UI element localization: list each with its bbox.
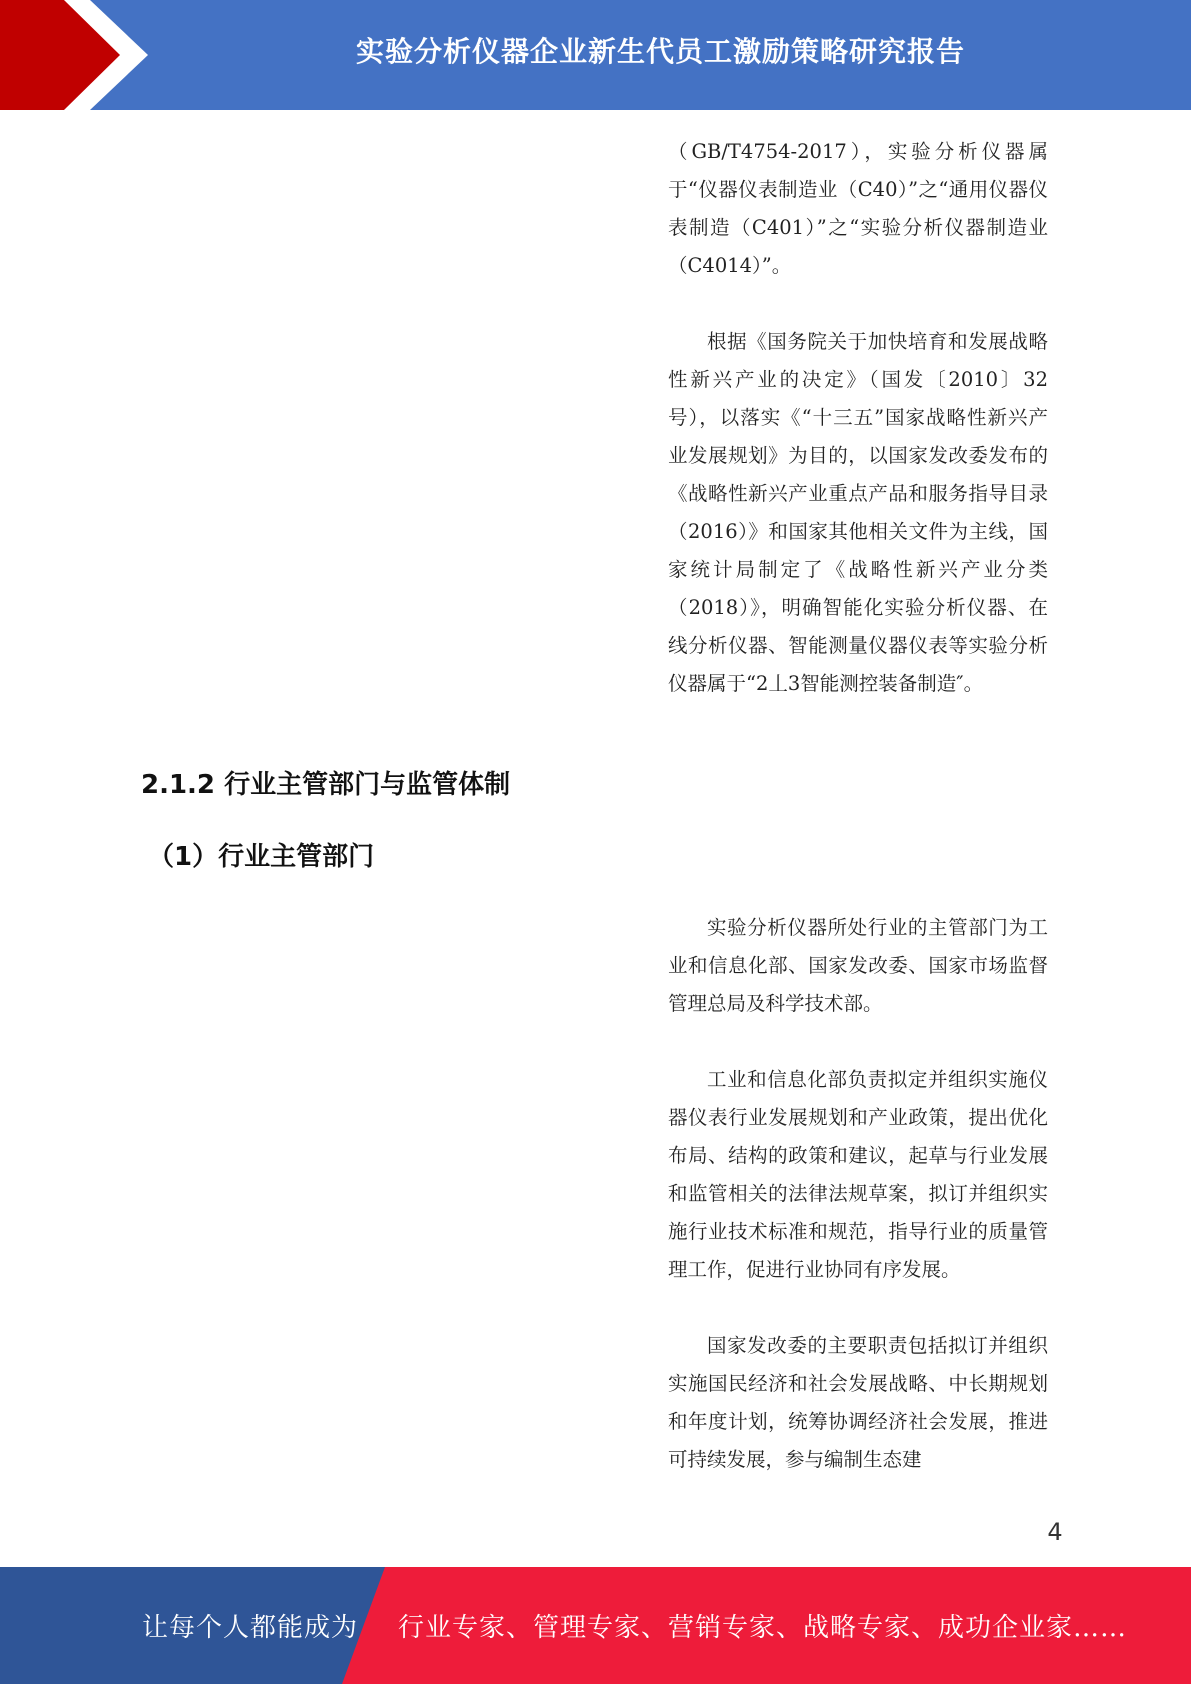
footer-slogan-left: 让每个人都能成为: [142, 1613, 359, 1643]
subsection-heading-1: （1）行业主管部门: [148, 842, 375, 872]
paragraph-strategic-industry: 根据《国务院关于加快培育和发展战略性新兴产业的决定》（国发〔2010〕32号），以落实《“十三五”国家战略性新兴产业发展规划》为目的，以国家发改委发布的《战略性新兴产业重点产品和服务指导目录（2016）》和国家其他相关文件为主线，国家统计局制定了《战略性新兴产业分类（2018）》，明确智能化实验分析仪器、在线分析仪器、智能测量仪器仪表等实验分析仪器属于“2丄3智能测控装备制造″。: [668, 330, 1048, 695]
text-block-authorities: [668, 909, 1048, 1479]
page-footer: [0, 1567, 1191, 1684]
page-number: 4: [1047, 1518, 1063, 1546]
paragraph-gb-classification: （GB/T4754-2017），实验分析仪器属于“仪器仪表制造业（C40）”之“通用仪器仪表制造（C401）”之“实验分析仪器制造业（C4014）”。: [668, 140, 1048, 277]
page-header: [0, 0, 1191, 110]
paragraph-authorities: 实验分析仪器所处行业的主管部门为工业和信息化部、国家发改委、国家市场监督管理总局及科学技术部。: [668, 916, 1048, 1015]
section-heading-2-1-2: 2.1.2 行业主管部门与监管体制: [141, 770, 511, 800]
report-title: 实验分析仪器企业新生代员工激励策略研究报告: [355, 35, 965, 68]
footer-slogan-right: 行业专家、管理专家、营销专家、战略专家、成功企业家……: [398, 1613, 1128, 1643]
paragraph-miit: 工业和信息化部负责拟定并组织实施仪器仪表行业发展规划和产业政策，提出优化布局、结构的政策和建议，起草与行业发展和监管相关的法律法规草案，拟订并组织实施行业技术标准和规范，指导行业的质量管理工作，促进行业协同有序发展。: [668, 1068, 1048, 1281]
text-block-classification: [668, 133, 1048, 703]
header-arrow-icon: [0, 0, 160, 110]
paragraph-ndrc: 国家发改委的主要职责包括拟订并组织实施国民经济和社会发展战略、中长期规划和年度计划，统筹协调经济社会发展，推进可持续发展，参与编制生态建: [668, 1334, 1048, 1471]
